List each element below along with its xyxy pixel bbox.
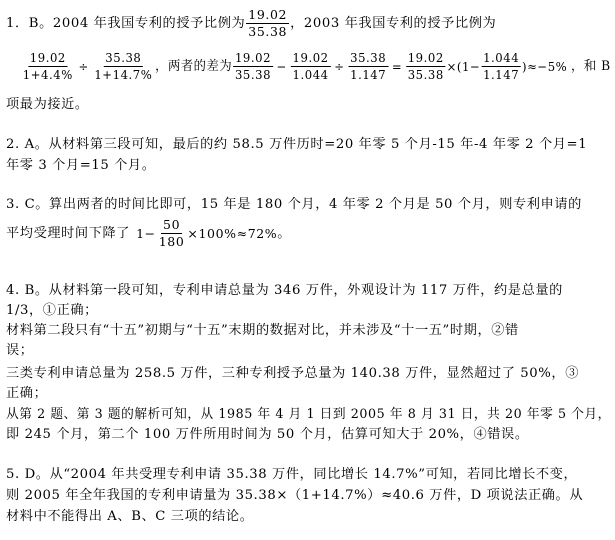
q3-rest: ×100%≈72% [187,225,278,241]
q5-line-1: 5. D。从“2004 年共受理专利申请 35.38 万件，同比增长 14.7%”可知，若同比增长不变， [6,467,578,482]
q2-line-2: 年零 3 个月=15 个月。 [6,158,156,173]
q5-line-2: 则 2005 年全年我国的专利申请量为 35.38×（1+14.7%）≈40.6 万件，D 项说法正确。从 [6,488,584,503]
q1-mid: ，2003 年我国专利的授予比例为 [290,16,497,31]
q3-line-2-text: 平均受理时间下降了 [6,225,131,241]
q1-line-1 [6,8,496,39]
q4-line-8: 即 245 个月，第二个 100 万件所用时间为 50 个月，估算可知大于 20%，④错误。 [6,427,529,442]
q1-fraction-2004: $\frac{19.02}{35.38}$ [248,7,288,39]
q2-line-1: 2. A。从材料第三段可知，最后的约 58.5 万件历时=20 年零 5 个月-15 年-4 年零 2 个月=1 [6,137,588,152]
q4-line-4: 误； [6,343,34,358]
q3-one-minus: 1− [136,225,156,241]
q1-equals-sign: = [391,58,403,74]
q1-expr-4: $\frac{19.02}{35.38}$ [407,50,444,82]
q1-fraction-a: $\frac{19.02}{1+4.4\%}$ [22,50,73,82]
q4-line-5: 三类专利申请总量为 258.5 万件，三种专利授予总量为 140.38 万件，显然超过了 50%，③ [6,366,579,381]
q1-expr-2: $\frac{19.02}{1.044}$ [292,50,329,82]
q1-approx: )≈−5% [521,58,568,74]
q1-tail: ，和 B [570,58,611,74]
q3-end: 。 [277,225,292,241]
q1-expr-1: $\frac{19.02}{35.38}$ [234,50,272,82]
q4-line-2: 1/3，①正确； [6,303,98,318]
q3-fraction: $\frac{50}{180}$ [158,217,185,249]
q1-line-3: 项最为接近。 [6,97,89,112]
q4-line-1: 4. B。从材料第一段可知，专利申请总量为 346 万件，外观设计为 117 万件，约是总量的 [6,283,563,298]
q1-expr-5: $\frac{1.044}{1.147}$ [483,50,520,82]
q1-expr-3: $\frac{35.38}{1.147}$ [350,50,387,82]
q3-line-2 [6,218,291,249]
q1-line-2 [20,50,611,82]
q5-line-3: 材料中不能得出 A、B、C 三项的结论。 [6,509,254,524]
q4-line-3: 材料第二段只有“十五”初期与“十五”末期的数据对比，并未涉及“十一五”时期，②错 [6,323,519,338]
q4-line-7: 从第 2 题、第 3 题的解析可知，从 1985 年 4 月 1 日到 2005 年 8 月 31 日，共 20 年零 5 个月， [6,407,611,422]
q1-times: ×(1− [446,58,481,74]
q1-lead: 1．B。2004 年我国专利的授予比例为 [6,16,246,31]
q3-line-1: 3. C。算出两者的时间比即可，15 年是 180 个月，4 年零 2 个月是 50 个月，则专利申请的 [6,197,582,212]
q1-diff-text: ，两者的差为 [155,58,233,74]
q4-line-6: 正确； [6,386,48,401]
q1-div-sign: ÷ [78,58,89,74]
q1-div-sign-2: ÷ [334,58,345,74]
q1-fraction-b: $\frac{35.38}{1+14.7\%}$ [94,50,153,82]
q1-minus-sign: − [276,58,287,74]
